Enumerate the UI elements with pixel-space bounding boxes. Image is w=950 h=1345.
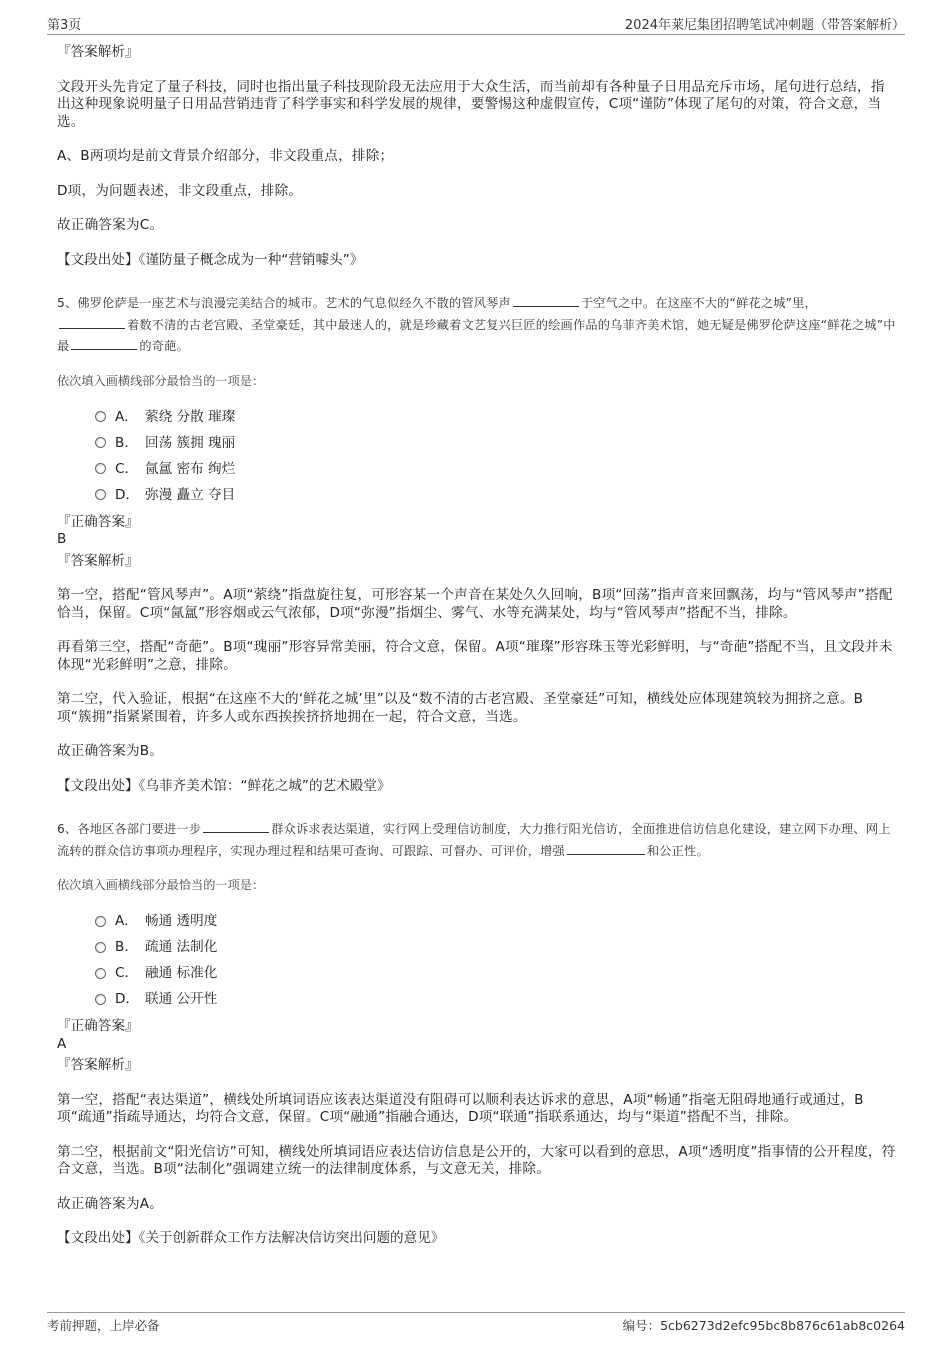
q4-analysis-paragraph: A、B两项均是前文背景介绍部分，非文段重点，排除；	[57, 148, 394, 164]
q5-analysis-paragraph: 第一空，搭配“管风琴声”。A项“萦绕”指盘旋往复，可形容某一个声音在某处久久回响，B项“回荡”指声音来回飘荡，均与“管风琴声”搭配恰当，保留。C项“氤氲”形容烟或云气浓郁，D项“弥漫”指烟尘、雾气、水等充满某处，均与“管风琴声”搭配不当，排除。	[57, 587, 893, 621]
q6-prompt: 依次填入画横线部分最恰当的一项是：	[57, 878, 265, 892]
fill-blank	[203, 820, 269, 833]
q4-analysis-label: 『答案解析』	[57, 44, 139, 60]
footer-slogan: 考前押题，上岸必备	[47, 1318, 160, 1333]
q5-source: 【文段出处】《乌菲齐美术馆：“鲜花之城”的艺术殿堂》	[57, 777, 391, 794]
q6-stem: 6、各地区各部门要进一步 群众诉求表达渠道，实行网上受理信访制度，大力推行阳光信访，全面推进信访信息化建设，建立网下办理、网上流转的群众信访事项办理程序，实现办理过程和结果可查询、可跟踪、可督办、可评价，增强 和公正性。	[57, 822, 891, 858]
q6-source: 【文段出处】《关于创新群众工作方法解决信访突出问题的意见》	[57, 1230, 445, 1246]
fill-blank	[71, 337, 137, 350]
q6-option-c[interactable]: C． 融通 标准化	[95, 958, 897, 984]
q6-analysis-label: 『答案解析』	[57, 1057, 139, 1073]
q6-option-d[interactable]: D． 联通 公开性	[95, 984, 897, 1010]
fill-blank	[513, 294, 579, 307]
radio-icon[interactable]	[95, 994, 106, 1005]
radio-icon[interactable]	[95, 916, 106, 927]
fill-blank	[59, 316, 125, 329]
radio-icon[interactable]	[95, 489, 106, 500]
q5-analysis-label: 『答案解析』	[57, 552, 139, 569]
q6-option-b[interactable]: B． 疏通 法制化	[95, 932, 897, 958]
q4-conclusion: 故正确答案为C。	[57, 217, 164, 233]
q6-option-a[interactable]: A． 畅通 透明度	[95, 906, 897, 932]
q4-analysis-paragraph: D项，为问题表述，非文段重点，排除。	[57, 182, 303, 199]
q5-analysis-paragraph: 第二空，代入验证，根据“在这座不大的‘鲜花之城’里”以及“数不清的古老宫殿、圣堂豪廷”可知，横线处应体现建筑较为拥挤之意。B项“簇拥”指紧紧围着，许多人或东西挨挨挤挤地拥在一起，符合文意，当选。	[57, 691, 864, 725]
q5-conclusion: 故正确答案为B。	[57, 743, 164, 759]
q5-options	[95, 402, 897, 506]
q5-analysis-paragraph: 再看第三空，搭配“奇葩”。B项“瑰丽”形容异常美丽，符合文意，保留。A项“璀璨”形容珠玉等光彩鲜明，与“奇葩”搭配不当，且文段并未体现“光彩鲜明”之意，排除。	[57, 639, 893, 673]
q5-option-d[interactable]: D． 弥漫 矗立 夺目	[95, 480, 897, 506]
q6-answer: A	[57, 1035, 67, 1052]
document-title: 2024年莱尼集团招聘笔试冲刺题（带答案解析）	[624, 18, 905, 33]
page-content	[57, 44, 897, 1272]
q5-option-c[interactable]: C． 氤氲 密布 绚烂	[95, 454, 897, 480]
q5-answer: B	[57, 531, 67, 547]
document-code: 编号：5cb6273d2efc95bc8b876c61ab8c0264	[622, 1318, 905, 1333]
q6-analysis-paragraph: 第二空，根据前文“阳光信访”可知，横线处所填词语应表达信访信息是公开的，大家可以看到的意思，A项“透明度”指事情的公开程度，符合文意，当选。B项“法制化”强调建立统一的法律制度体系，与文意无关，排除。	[57, 1143, 896, 1177]
q5-prompt: 依次填入画横线部分最恰当的一项是：	[57, 373, 265, 388]
page-number: 第3页	[47, 18, 82, 33]
radio-icon[interactable]	[95, 437, 106, 448]
q5-option-a[interactable]: A． 萦绕 分散 璀璨	[95, 402, 897, 428]
radio-icon[interactable]	[95, 942, 106, 953]
q5-correct-label: 『正确答案』	[57, 513, 139, 530]
fill-blank	[567, 842, 645, 855]
page-header	[47, 14, 905, 35]
q6-options	[95, 906, 897, 1010]
radio-icon[interactable]	[95, 463, 106, 474]
q6-analysis-paragraph: 第一空，搭配“表达渠道”，横线处所填词语应该表达渠道没有阻碍可以顺利表达诉求的意思，A项“畅通”指毫无阻碍地通行或通过，B项“疏通”指疏导通达，均符合文意，保留。C项“融通”指融合通达，D项“联通”指联系通达，均与“渠道”搭配不当，排除。	[57, 1091, 864, 1125]
q4-source: 【文段出处】《谨防量子概念成为一种“营销噱头”》	[57, 251, 364, 268]
page-footer	[47, 1312, 905, 1333]
radio-icon[interactable]	[95, 411, 106, 422]
q5-stem: 5、佛罗伦萨是一座艺术与浪漫完美结合的城市。艺术的气息似经久不散的管风琴声 于空气之中。在这座不大的“鲜花之城”里， 着数不清的古老宫殿、圣堂豪廷，其中最迷人的，就是珍藏着文艺复兴巨匠的绘画作品的乌菲齐美术馆，她无疑是佛罗伦萨这座“鲜花之城”中最 的奇葩。	[57, 296, 896, 353]
radio-icon[interactable]	[95, 968, 106, 979]
q5-option-b[interactable]: B． 回荡 簇拥 瑰丽	[95, 428, 897, 454]
q6-correct-label: 『正确答案』	[57, 1018, 139, 1034]
q4-analysis-paragraph: 文段开头先肯定了量子科技，同时也指出量子科技现阶段无法应用于大众生活，而当前却有各种量子日用品充斥市场，尾句进行总结，指出这种现象说明量子日用品营销违背了科学事实和科学发展的规律，要警惕这种虚假宣传，C项“谨防”体现了尾句的对策，符合文意，当选。	[57, 78, 885, 130]
q6-conclusion: 故正确答案为A。	[57, 1195, 164, 1212]
